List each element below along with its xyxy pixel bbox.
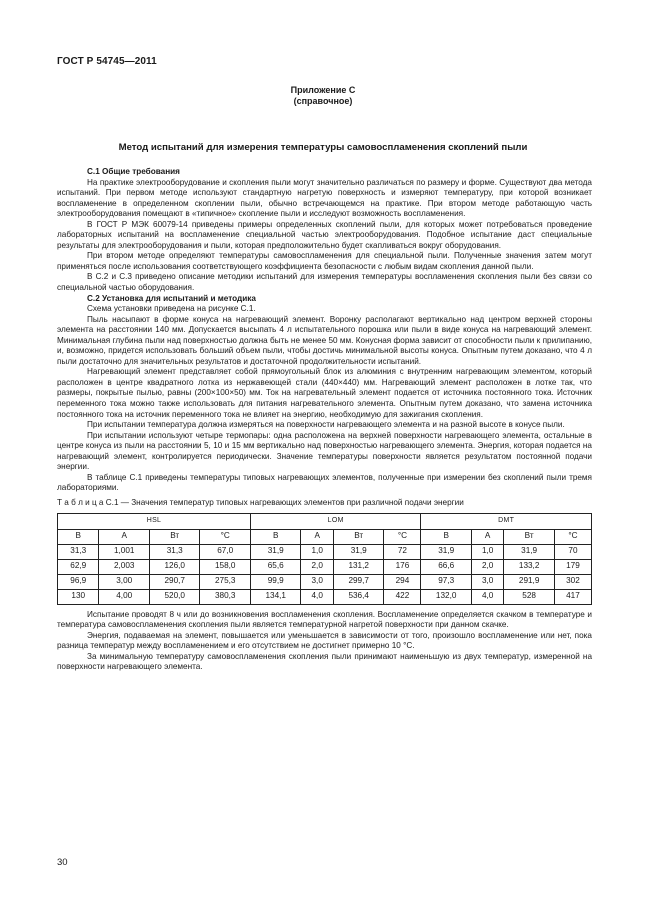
table-cell: 422 — [384, 589, 421, 604]
column-header: °С — [554, 529, 591, 544]
column-header: Вт — [504, 529, 555, 544]
paragraph: В С.2 и С.3 приведено описание методики испытаний для измерения температуры воспламенения скопления пыли без связи со специальной частью оборудования. — [57, 272, 592, 293]
body-text — [57, 167, 592, 673]
table-cell: 1,0 — [301, 544, 333, 559]
table-cell: 299,7 — [333, 574, 384, 589]
table-cell: 31,9 — [421, 544, 472, 559]
page-number: 30 — [57, 857, 68, 868]
table-cell: 66,6 — [421, 559, 472, 574]
table-cell: 31,9 — [504, 544, 555, 559]
column-header: В — [421, 529, 472, 544]
column-header: А — [471, 529, 503, 544]
column-header: А — [301, 529, 333, 544]
table-row — [58, 544, 592, 559]
table-cell: 134,1 — [250, 589, 301, 604]
table-cell: 3,0 — [471, 574, 503, 589]
table-cell: 528 — [504, 589, 555, 604]
column-header: °С — [384, 529, 421, 544]
group-header: HSL — [58, 513, 251, 529]
section-c2-title: С.2 Установка для испытаний и методика — [87, 293, 256, 303]
paragraph: Нагревающий элемент представляет собой прямоугольный блок из алюминия с внутренним нагревающим элементом, который расположен в центре квадратного лотка из нержавеющей стали (440×440) мм. Нагревающий элемент расположен в лотке так, что размеры, покрытые пылью, равны (200×100×50) мм. Ток на нагревательный элемент подается от источника постоянного тока. Источник переменного тока можно также использовать для питания нагревательного элемента. Опытным путем доказано, что замена источника постоянного тока на источник переменного тока не влияет на энергию, необходимую для зажигания скопления. — [57, 367, 592, 419]
table-cell: 302 — [554, 574, 591, 589]
table-row — [58, 589, 592, 604]
table-row — [58, 574, 592, 589]
table-cell: 72 — [384, 544, 421, 559]
table-cell: 96,9 — [58, 574, 99, 589]
paragraph: Испытание проводят 8 ч или до возникновения воспламенения скопления. Воспламенение определяется скачком в температуре и температура самовоспламенения скопления пыли является температурной нагретой поверхности при данном скачке. — [57, 609, 592, 630]
table-cell: 99,9 — [250, 574, 301, 589]
paragraph: При испытании используют четыре термопары: одна расположена на верхней поверхности нагревающего элемента, остальные в центре конуса из пыли на расстоянии 5, 10 и 15 мм вертикально над поверхностью нагревающего элемента. Энергия, которая подается на нагревающий элемент, контролируется периодически. Значение температуры поверхности является результатом постоянной подачи энергии. — [57, 430, 592, 472]
column-header: В — [58, 529, 99, 544]
table-cell: 158,0 — [200, 559, 251, 574]
paragraph: В таблице С.1 приведены температуры типовых нагревающих элементов, полученные при измерении без скоплений пыли тремя лабораториями. — [57, 472, 592, 493]
section-c1-title: С.1 Общие требования — [87, 167, 180, 176]
table-cell: 536,4 — [333, 589, 384, 604]
main-title: Метод испытаний для измерения температуры самовоспламенения скоплений пыли — [118, 142, 528, 153]
standard-header: ГОСТ Р 54745—2011 — [57, 56, 157, 67]
table-cell: 31,9 — [333, 544, 384, 559]
temperature-table — [57, 513, 592, 605]
table-cell: 1,0 — [471, 544, 503, 559]
table-cell: 31,3 — [58, 544, 99, 559]
column-header: А — [99, 529, 150, 544]
column-header: Вт — [149, 529, 200, 544]
paragraph: За минимальную температуру самовоспламенения скопления пыли принимают наименьшую из двух температур, измеренной на поверхности нагревающего элемента. — [57, 651, 592, 672]
annex-subtitle: (справочное) — [293, 96, 353, 106]
table-cell: 70 — [554, 544, 591, 559]
group-header: LOM — [250, 513, 420, 529]
table-cell: 3,0 — [301, 574, 333, 589]
column-header: В — [250, 529, 301, 544]
table-cell: 97,3 — [421, 574, 472, 589]
table-header-row — [58, 529, 592, 544]
paragraph: При испытании температура должна измеряться на поверхности нагревающего элемента и на разной высоте в конусе пыли. — [87, 420, 565, 430]
table-cell: 131,2 — [333, 559, 384, 574]
table-row — [58, 559, 592, 574]
table-cell: 2,003 — [99, 559, 150, 574]
table-cell: 3,00 — [99, 574, 150, 589]
paragraph: На практике электрооборудование и скопления пыли могут значительно различаться по размеру и форме. Существуют два метода испытаний. При первом методе используют стандартную нагретую поверхность и измеряют температуру, при которой возникает воспламенение в определенном скоплении пыли, обычно встречающемся на практике. При втором методе работающую часть электрооборудования помещают в «типичное» скопление пыли и исследуют возможность воспламенения. — [57, 177, 592, 219]
table-group-row — [58, 513, 592, 529]
table-cell: 126,0 — [149, 559, 200, 574]
table-cell: 290,7 — [149, 574, 200, 589]
table-cell: 275,3 — [200, 574, 251, 589]
table-cell: 380,3 — [200, 589, 251, 604]
column-header: Вт — [333, 529, 384, 544]
annex-title: Приложение С — [290, 85, 356, 95]
table-cell: 1,001 — [99, 544, 150, 559]
table-cell: 4,0 — [301, 589, 333, 604]
table-cell: 31,9 — [250, 544, 301, 559]
paragraph: Энергия, подаваемая на элемент, повышается или уменьшается в зависимости от того, произошло воспламенение или нет, пока разница температур между воспламенением и его отсутствием не достигнет примерно 10 °С. — [57, 630, 592, 651]
group-header: DMT — [421, 513, 592, 529]
table-caption: Т а б л и ц а С.1 — Значения температур типовых нагревающих элементов при различной подачи энергии — [57, 497, 464, 507]
table-cell: 4,0 — [471, 589, 503, 604]
paragraph: Схема установки приведена на рисунке С.1. — [87, 304, 256, 314]
table-cell: 65,6 — [250, 559, 301, 574]
table-cell: 291,9 — [504, 574, 555, 589]
table-cell: 67,0 — [200, 544, 251, 559]
table-cell: 62,9 — [58, 559, 99, 574]
table-cell: 2,0 — [471, 559, 503, 574]
paragraph: Пыль насыпают в форме конуса на нагревающий элемент. Воронку располагают вертикально над центром верхней стороны элемента на расстоянии 140 мм. Допускается высыпать 4 л испытательного порошка или пыли в виде конуса на нагревающий элемент. Минимальная глубина пыли над поверхностью должна быть не менее 50 мм. Конусная форма зависит от способности пыли к прилипанию, и, возможно, придется использовать больший объем пыли, чтобы достичь минимальной высоты конуса. Опытным путем доказано, что 4 л пыли достаточно для значительных результатов и достаточной продолжительности испытаний. — [57, 314, 592, 366]
table-cell: 294 — [384, 574, 421, 589]
column-header: °С — [200, 529, 251, 544]
table-cell: 31,3 — [149, 544, 200, 559]
table-cell: 132,0 — [421, 589, 472, 604]
table-cell: 520,0 — [149, 589, 200, 604]
table-cell: 2,0 — [301, 559, 333, 574]
table-cell: 130 — [58, 589, 99, 604]
table-cell: 133,2 — [504, 559, 555, 574]
table-cell: 417 — [554, 589, 591, 604]
paragraph: В ГОСТ Р МЭК 60079-14 приведены примеры определенных скоплений пыли, для которых может потребоваться проведение лабораторных испытаний на воспламенение специальной частью электрооборудования. Подобное испытание даст специальные результаты для электрооборудования и пыли, которая предположительно будет скапливаться вокруг оборудования. — [57, 219, 592, 250]
table-cell: 179 — [554, 559, 591, 574]
table-cell: 176 — [384, 559, 421, 574]
table-cell: 4,00 — [99, 589, 150, 604]
paragraph: При втором методе определяют температуры самовоспламенения для специальной пыли. Полученные значения затем могут применяться после использования соответствующего коэффициента безопасности с любым видам скопления данной пыли. — [57, 251, 592, 271]
